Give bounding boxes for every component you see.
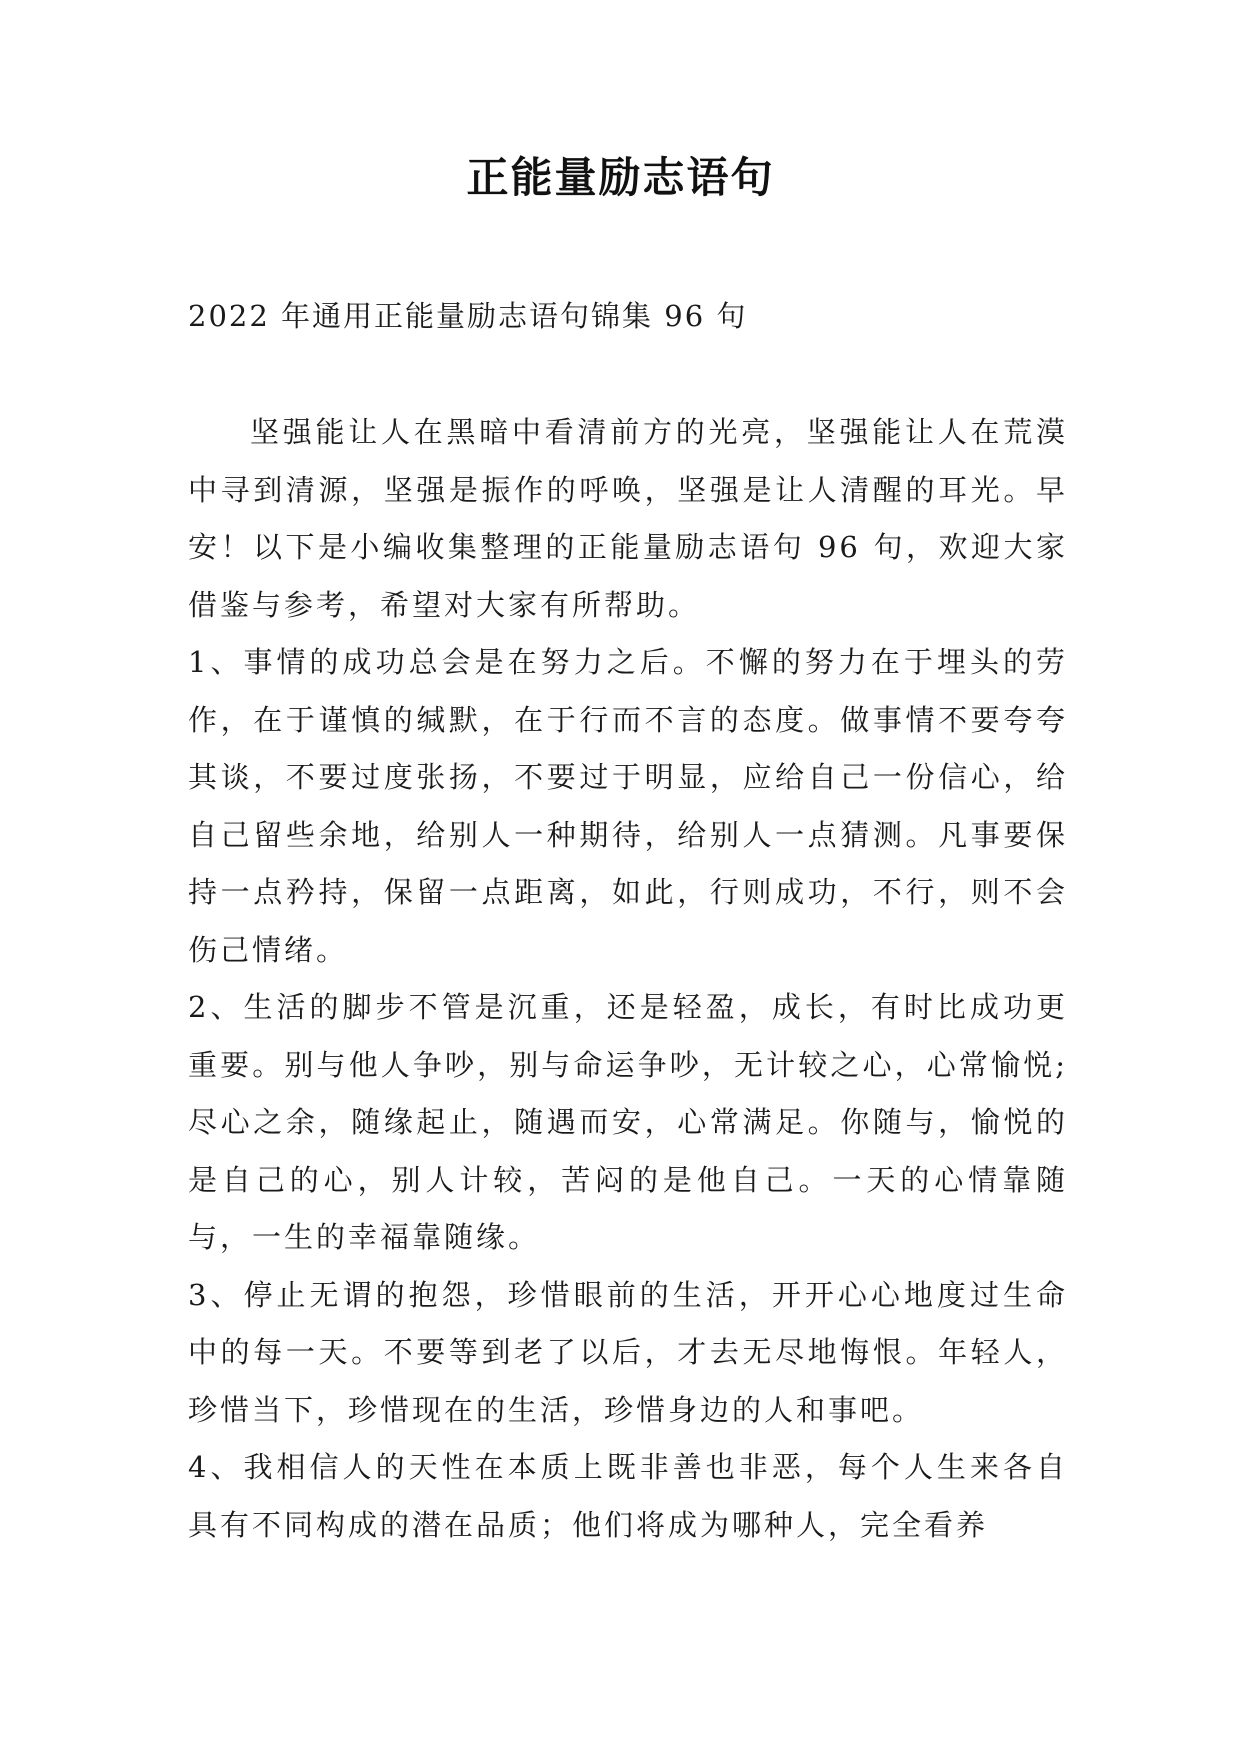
document-subtitle: 2022 年通用正能量励志语句锦集 96 句 (188, 299, 748, 333)
document-body (188, 404, 1068, 1554)
quote-item-3: 3、停止无谓的抱怨，珍惜眼前的生活，开开心心地度过生命中的每一天。不要等到老了以后，才去无尽地悔恨。年轻人，珍惜当下，珍惜现在的生活，珍惜身边的人和事吧。 (188, 1277, 1068, 1427)
quote-item-2: 2、生活的脚步不管是沉重，还是轻盈，成长，有时比成功更重要。别与他人争吵，别与命运争吵，无计较之心，心常愉悦;尽心之余，随缘起止，随遇而安，心常满足。你随与，愉悦的是自己的心，别人计较，苦闷的是他自己。一天的心情靠随与，一生的幸福靠随缘。 (188, 990, 1068, 1254)
quote-item-4: 4、我相信人的天性在本质上既非善也非恶，每个人生来各自具有不同构成的潜在品质；他们将成为哪种人，完全看养 (188, 1450, 1068, 1542)
intro-paragraph: 坚强能让人在黑暗中看清前方的光亮，坚强能让人在荒漠中寻到清源，坚强是振作的呼唤，坚强是让人清醒的耳光。早安！以下是小编收集整理的正能量励志语句 96 句，欢迎大家借鉴与参考，希望对大家有所帮助。 (188, 415, 1068, 622)
quote-item-1: 1、事情的成功总会是在努力之后。不懈的努力在于埋头的劳作，在于谨慎的缄默，在于行而不言的态度。做事情不要夸夸其谈，不要过度张扬，不要过于明显，应给自己一份信心，给自己留些余地，给别人一种期待，给别人一点猜测。凡事要保持一点矜持，保留一点距离，如此，行则成功，不行，则不会伤己情绪。 (188, 645, 1068, 967)
document-title: 正能量励志语句 (466, 153, 775, 202)
